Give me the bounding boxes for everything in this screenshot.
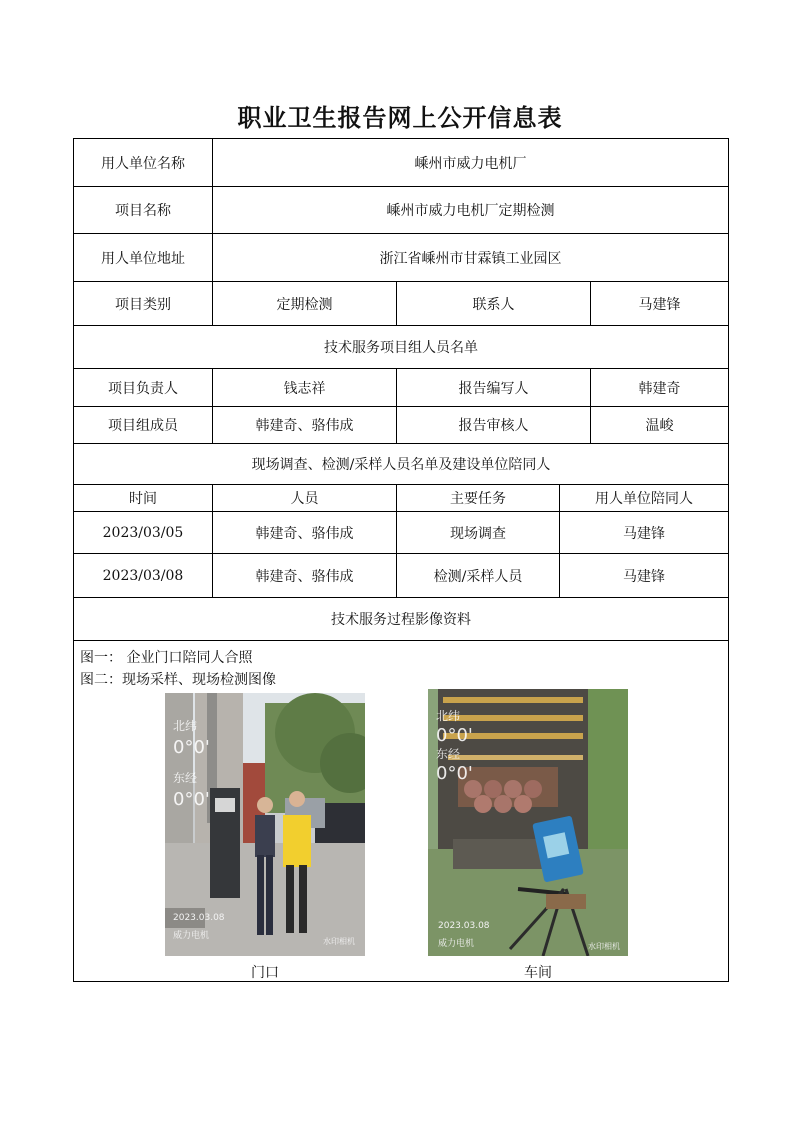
right-lat-label: 北纬 <box>436 709 461 723</box>
writer-label: 报告编写人 <box>458 380 529 397</box>
survey-row-1-task: 现场调查 <box>450 525 506 542</box>
survey-heading: 现场调查、检测/采样人员名单及建设单位陪同人 <box>251 457 551 473</box>
right-brand-logo: 水印相机 <box>588 942 620 951</box>
category-label: 项目类别 <box>115 296 171 313</box>
address-label: 用人单位地址 <box>101 250 185 267</box>
team-heading: 技术服务项目组人员名单 <box>324 340 478 356</box>
figure-1-caption: 图一： 企业门口陪同人合照 <box>80 650 253 666</box>
figure-2-caption: 图二：现场采样、现场检测图像 <box>80 672 276 688</box>
reviewer-value: 温峻 <box>645 418 674 434</box>
page-title: 职业卫生报告网上公开信息表 <box>237 103 563 132</box>
survey-col-staff: 人员 <box>290 491 319 507</box>
leader-value: 钱志祥 <box>283 380 326 397</box>
left-date-stamp: 2023.03.08 <box>173 913 225 923</box>
project-name-label: 项目名称 <box>115 203 171 219</box>
project-name-value: 嵊州市威力电机厂定期检测 <box>386 203 555 219</box>
members-value: 韩建奇、骆伟成 <box>255 418 354 434</box>
entrance-caption: 门口 <box>251 965 279 981</box>
workshop-caption: 车间 <box>524 965 552 981</box>
employer-name-label: 用人单位名称 <box>101 155 185 172</box>
survey-row-2-time: 2023/03/08 <box>102 567 184 584</box>
left-place-stamp: 威力电机 <box>173 931 210 941</box>
members-label: 项目组成员 <box>108 418 178 434</box>
employer-name-value: 嵊州市威力电机厂 <box>414 155 527 172</box>
left-lat-value: 0°0' <box>173 737 210 758</box>
right-date-stamp: 2023.03.08 <box>438 921 490 931</box>
address-value: 浙江省嵊州市甘霖镇工业园区 <box>379 250 562 267</box>
survey-row-2-task: 检测/采样人员 <box>433 568 523 585</box>
right-place-stamp: 威力电机 <box>438 939 475 949</box>
left-lon-value: 0°0' <box>173 789 210 810</box>
workshop-photo <box>428 689 628 956</box>
survey-row-2-escort: 马建锋 <box>623 568 665 585</box>
images-heading: 技术服务过程影像资料 <box>331 612 471 628</box>
contact-value: 马建锋 <box>638 296 681 313</box>
survey-col-task: 主要任务 <box>450 491 506 507</box>
survey-col-escort: 用人单位陪同人 <box>595 491 693 507</box>
survey-row-1-time: 2023/03/05 <box>102 524 184 541</box>
leader-label: 项目负责人 <box>108 380 178 397</box>
left-lat-label: 北纬 <box>173 719 198 733</box>
left-lon-label: 东经 <box>173 771 198 785</box>
survey-col-time: 时间 <box>129 491 157 507</box>
writer-value: 韩建奇 <box>638 380 681 397</box>
contact-label: 联系人 <box>472 296 515 313</box>
left-brand-logo: 水印相机 <box>323 937 355 946</box>
right-lon-value: 0°0' <box>436 763 473 784</box>
reviewer-label: 报告审核人 <box>458 418 529 434</box>
right-lat-value: 0°0' <box>436 725 473 746</box>
survey-row-1-escort: 马建锋 <box>623 525 665 542</box>
category-value: 定期检测 <box>276 296 333 313</box>
survey-row-2-staff: 韩建奇、骆伟成 <box>255 568 354 585</box>
survey-row-1-staff: 韩建奇、骆伟成 <box>255 525 354 542</box>
right-lon-label: 东经 <box>436 747 461 761</box>
entrance-photo <box>165 693 365 956</box>
